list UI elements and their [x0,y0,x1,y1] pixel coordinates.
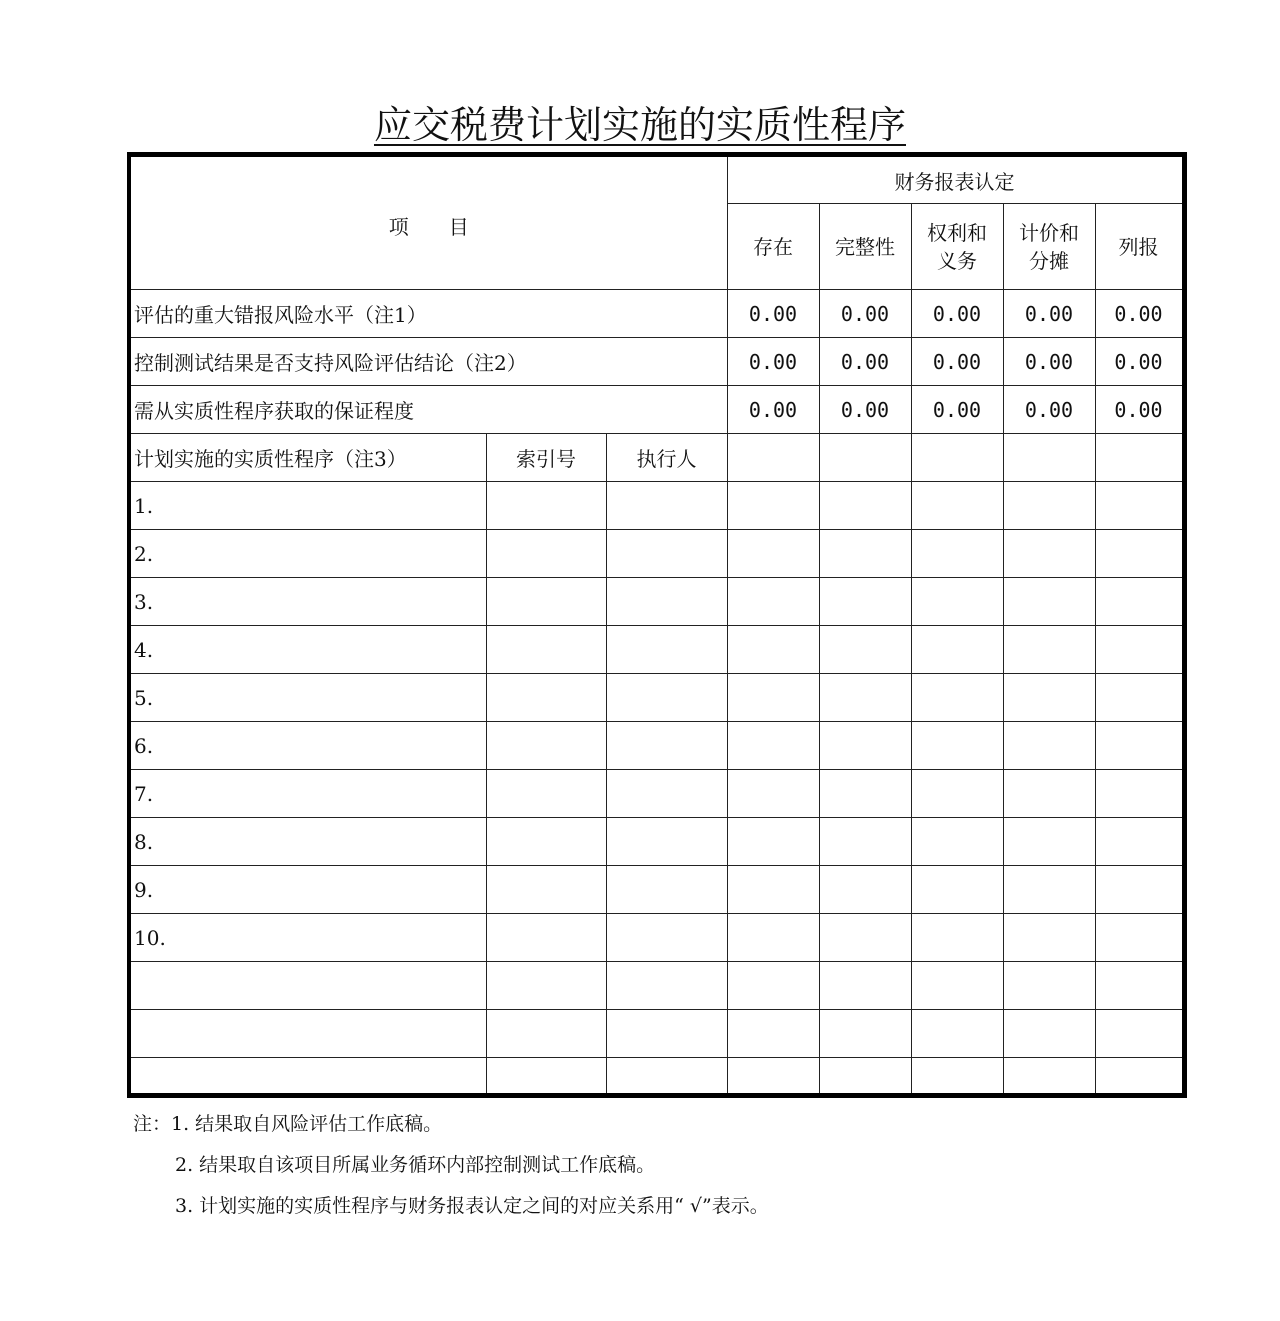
procedure-row [129,626,1184,674]
assertion-header-rights-obligations: 权利和 义务 [911,204,1003,290]
footnotes [133,1108,769,1231]
performer-cell[interactable] [606,866,727,914]
index-no-cell[interactable] [486,482,606,530]
index-no-cell[interactable] [486,1058,606,1096]
index-no-cell[interactable] [486,770,606,818]
procedure-header-row [129,434,1184,482]
index-no-cell[interactable] [486,1010,606,1058]
check-cell[interactable] [819,866,911,914]
index-no-cell[interactable] [486,578,606,626]
check-cell[interactable] [911,962,1003,1010]
check-cell[interactable] [911,818,1003,866]
value-cell[interactable]: 0.00 [819,290,911,338]
performer-cell[interactable] [606,722,727,770]
procedure-header: 计划实施的实质性程序（注3） [129,434,486,482]
value-cell[interactable]: 0.00 [1003,386,1095,434]
check-cell[interactable] [819,530,911,578]
check-cell[interactable] [1003,722,1095,770]
value-cell[interactable]: 0.00 [819,386,911,434]
check-cell[interactable] [819,962,911,1010]
procedure-cell[interactable] [129,962,486,1010]
index-no-cell[interactable] [486,722,606,770]
assertion-header-valuation-allocation: 计价和 分摊 [1003,204,1095,290]
value-cell[interactable]: 0.00 [911,290,1003,338]
procedure-row [129,1058,1184,1096]
performer-cell[interactable] [606,962,727,1010]
check-cell[interactable] [819,1058,911,1096]
check-cell[interactable] [727,962,819,1010]
value-cell[interactable]: 0.00 [727,386,819,434]
performer-cell[interactable] [606,626,727,674]
check-cell[interactable] [1003,818,1095,866]
index-no-cell[interactable] [486,866,606,914]
procedure-cell[interactable]: 6. [129,722,486,770]
check-cell[interactable] [819,914,911,962]
check-cell[interactable] [1003,626,1095,674]
check-cell[interactable] [911,914,1003,962]
procedure-row [129,818,1184,866]
procedure-cell[interactable] [129,1058,486,1096]
check-cell[interactable] [911,866,1003,914]
check-cell[interactable] [1095,434,1184,482]
check-cell[interactable] [819,578,911,626]
check-cell[interactable] [1095,962,1184,1010]
check-cell[interactable] [1095,770,1184,818]
check-cell[interactable] [727,914,819,962]
check-cell[interactable] [911,434,1003,482]
check-cell[interactable] [727,482,819,530]
check-cell[interactable] [1095,578,1184,626]
check-cell[interactable] [1095,818,1184,866]
check-cell[interactable] [1003,1010,1095,1058]
check-cell[interactable] [819,770,911,818]
assertion-group-header: 财务报表认定 [727,155,1184,204]
assessment-label: 需从实质性程序获取的保证程度 [129,386,727,434]
performer-cell[interactable] [606,482,727,530]
check-cell[interactable] [727,1010,819,1058]
procedure-row [129,1010,1184,1058]
performer-cell[interactable] [606,1010,727,1058]
check-cell[interactable] [1095,722,1184,770]
item-header: 项 目 [129,155,727,290]
procedure-cell[interactable]: 9. [129,866,486,914]
assessment-row [129,290,1184,338]
procedure-row [129,530,1184,578]
assertion-header-completeness: 完整性 [819,204,911,290]
procedure-row [129,578,1184,626]
check-cell[interactable] [911,1058,1003,1096]
check-cell[interactable] [819,1010,911,1058]
index-no-cell[interactable] [486,818,606,866]
value-cell[interactable]: 0.00 [1003,338,1095,386]
performer-cell[interactable] [606,578,727,626]
check-cell[interactable] [819,722,911,770]
check-cell[interactable] [1003,530,1095,578]
procedure-row [129,914,1184,962]
value-cell[interactable]: 0.00 [1095,386,1184,434]
check-cell[interactable] [1095,674,1184,722]
procedure-cell[interactable]: 8. [129,818,486,866]
value-cell[interactable]: 0.00 [1003,290,1095,338]
check-cell[interactable] [727,626,819,674]
assessment-row [129,338,1184,386]
check-cell[interactable] [911,578,1003,626]
value-cell[interactable]: 0.00 [819,338,911,386]
substantive-procedures-table [127,152,1187,1098]
index-no-cell[interactable] [486,674,606,722]
procedure-row [129,770,1184,818]
check-cell[interactable] [1095,1010,1184,1058]
procedure-cell[interactable]: 3. [129,578,486,626]
check-cell[interactable] [727,818,819,866]
page-title: 应交税费计划实施的实质性程序 [373,103,906,147]
check-cell[interactable] [727,722,819,770]
check-cell[interactable] [1003,578,1095,626]
check-cell[interactable] [1003,482,1095,530]
assessment-row [129,386,1184,434]
performer-cell[interactable] [606,914,727,962]
performer-cell[interactable] [606,530,727,578]
check-cell[interactable] [911,482,1003,530]
assertion-header-existence: 存在 [727,204,819,290]
check-cell[interactable] [727,1058,819,1096]
index-no-cell[interactable] [486,914,606,962]
check-cell[interactable] [727,674,819,722]
index-no-header: 索引号 [486,434,606,482]
note-1: 注：1. 结果取自风险评估工作底稿。 [133,1113,443,1135]
procedure-cell[interactable]: 5. [129,674,486,722]
procedure-cell[interactable]: 7. [129,770,486,818]
check-cell[interactable] [819,674,911,722]
procedure-row [129,674,1184,722]
check-cell[interactable] [727,770,819,818]
index-no-cell[interactable] [486,530,606,578]
check-cell[interactable] [1003,674,1095,722]
check-cell[interactable] [727,866,819,914]
check-cell[interactable] [1003,866,1095,914]
check-cell[interactable] [819,818,911,866]
check-cell[interactable] [727,578,819,626]
procedure-cell[interactable]: 1. [129,482,486,530]
performer-cell[interactable] [606,674,727,722]
check-cell[interactable] [1095,482,1184,530]
procedure-cell[interactable] [129,1010,486,1058]
check-cell[interactable] [911,1010,1003,1058]
performer-header: 执行人 [606,434,727,482]
check-cell[interactable] [1095,1058,1184,1096]
check-cell[interactable] [819,482,911,530]
check-cell[interactable] [727,530,819,578]
procedure-row [129,722,1184,770]
check-cell[interactable] [1095,914,1184,962]
procedure-row [129,962,1184,1010]
value-cell[interactable]: 0.00 [1095,290,1184,338]
check-cell[interactable] [1003,962,1095,1010]
check-cell[interactable] [727,434,819,482]
check-cell[interactable] [1095,626,1184,674]
procedure-cell[interactable]: 2. [129,530,486,578]
index-no-cell[interactable] [486,962,606,1010]
check-cell[interactable] [1095,866,1184,914]
check-cell[interactable] [911,530,1003,578]
performer-cell[interactable] [606,770,727,818]
note-3: 3. 计划实施的实质性程序与财务报表认定之间的对应关系用“ √”表示。 [175,1195,769,1217]
note-2: 2. 结果取自该项目所属业务循环内部控制测试工作底稿。 [175,1154,656,1176]
assessment-label: 控制测试结果是否支持风险评估结论（注2） [129,338,727,386]
value-cell[interactable]: 0.00 [727,290,819,338]
procedure-cell[interactable]: 4. [129,626,486,674]
value-cell[interactable]: 0.00 [911,386,1003,434]
assessment-label: 评估的重大错报风险水平（注1） [129,290,727,338]
check-cell[interactable] [911,770,1003,818]
procedure-cell[interactable]: 10. [129,914,486,962]
value-cell[interactable]: 0.00 [727,338,819,386]
index-no-cell[interactable] [486,626,606,674]
check-cell[interactable] [1003,770,1095,818]
check-cell[interactable] [1003,434,1095,482]
procedure-row [129,482,1184,530]
check-cell[interactable] [819,434,911,482]
value-cell[interactable]: 0.00 [911,338,1003,386]
procedure-row [129,866,1184,914]
check-cell[interactable] [1003,1058,1095,1096]
check-cell[interactable] [1003,914,1095,962]
check-cell[interactable] [911,722,1003,770]
value-cell[interactable]: 0.00 [1095,338,1184,386]
check-cell[interactable] [1095,530,1184,578]
check-cell[interactable] [911,626,1003,674]
assertion-header-presentation: 列报 [1095,204,1184,290]
performer-cell[interactable] [606,818,727,866]
check-cell[interactable] [911,674,1003,722]
check-cell[interactable] [819,626,911,674]
performer-cell[interactable] [606,1058,727,1096]
